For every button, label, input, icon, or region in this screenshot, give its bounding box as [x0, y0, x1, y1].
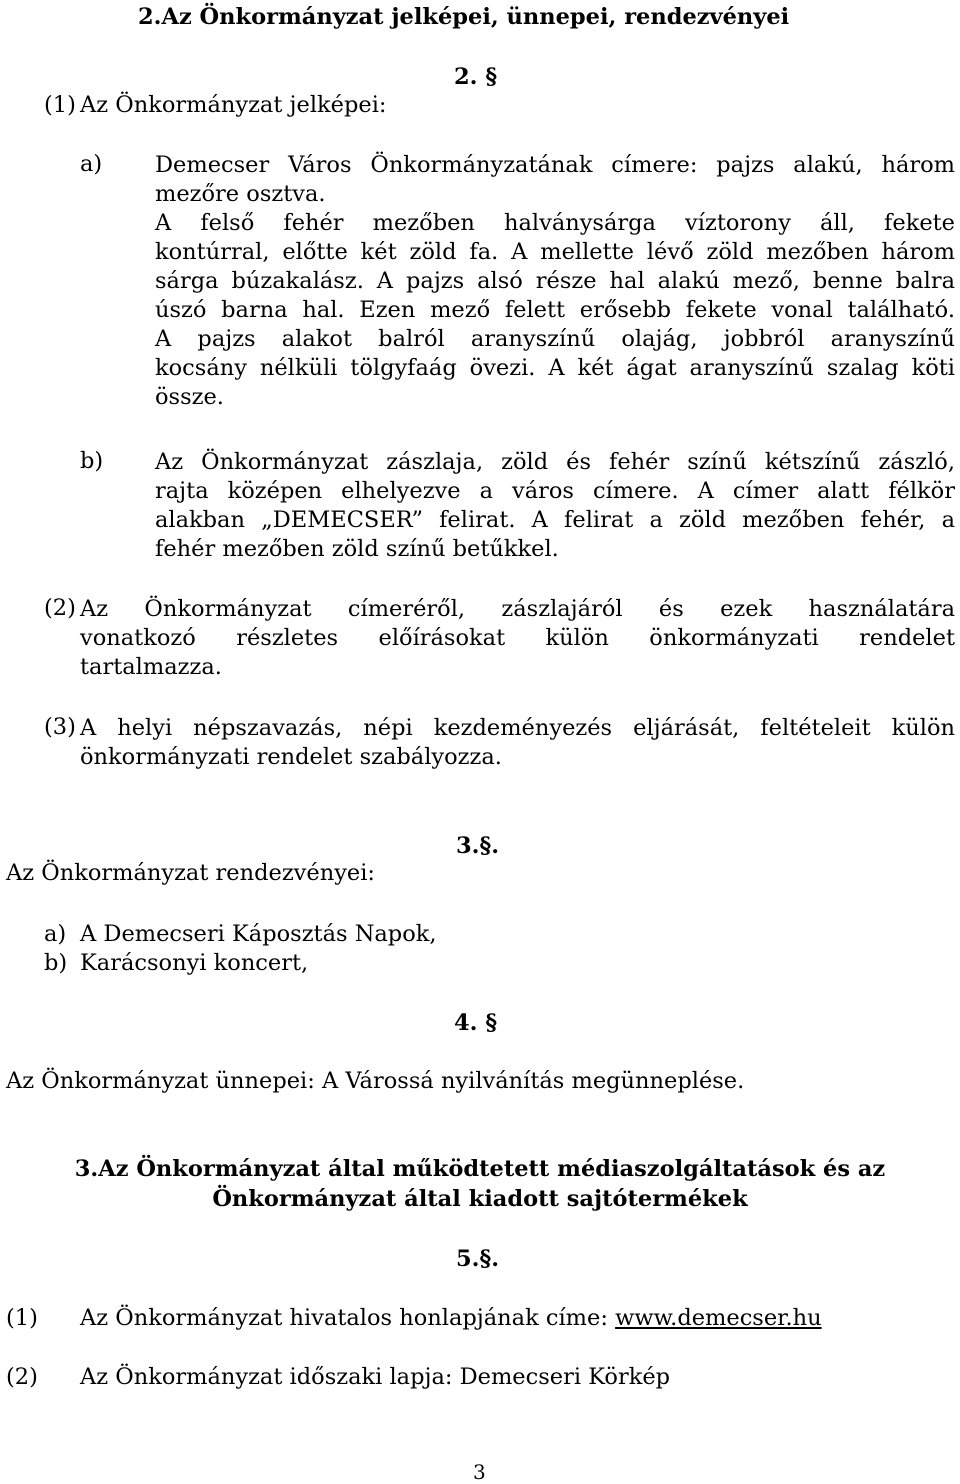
list-item-label: b) [44, 950, 68, 976]
text-line: kontúrral, előtte két zöld fa. A mellette lévő zöld mezőben három [155, 239, 955, 265]
item-b-text [155, 448, 955, 564]
chapter-heading: Önkormányzat által kiadott sajtótermékek [212, 1186, 748, 1212]
paragraph-mark: 5.§. [456, 1246, 500, 1272]
text-line: mezőre osztva. [155, 181, 326, 207]
paragraph-mark: 4. § [454, 1010, 498, 1036]
paragraph-3-text [80, 714, 955, 772]
text-line: vonatkozó részletes előírásokat külön önkormányzati rendelet [80, 625, 955, 651]
paragraph-2-text [80, 595, 955, 682]
text-line: Demecser Város Önkormányzatának címere: pajzs alakú, három [155, 152, 955, 178]
text-line: Az Önkormányzat címeréről, zászlajáról és ezek használatára [80, 596, 955, 622]
paragraph-number: (1) [6, 1305, 38, 1331]
item-label: b) [80, 448, 104, 474]
paragraph-number: (1) [44, 92, 76, 118]
text-line: tartalmazza. [80, 654, 222, 680]
text-line: úszó barna hal. Ezen mező felett erősebb fekete vonal található. [155, 297, 955, 323]
item-label: a) [80, 151, 103, 177]
website-link[interactable]: www.demecser.hu [615, 1305, 822, 1331]
text-line: A pajzs alakot balról aranyszínű olajág, jobbról aranyszínű [155, 326, 955, 352]
chapter-heading: 3.Az Önkormányzat által működtetett médiaszolgáltatások és az [74, 1156, 886, 1182]
text-line: fehér mezőben zöld színű betűkkel. [155, 536, 559, 562]
list-item-label: a) [44, 921, 67, 947]
text-line: sárga búzakalász. A pajzs alsó része hal alakú mező, benne balra [155, 268, 955, 294]
paragraph-number: (2) [44, 595, 76, 621]
text-line: A felső fehér mezőben halványsárga víztorony áll, fekete [155, 210, 955, 236]
text-line: kocsány nélküli tölgyfaág övezi. A két ágat aranyszínű szalag köti [155, 355, 955, 381]
website-label: Az Önkormányzat hivatalos honlapjának címe: [80, 1305, 616, 1331]
periodical-line: Az Önkormányzat időszaki lapja: Demecseri Körkép [80, 1364, 671, 1390]
page-number: 3 [473, 1460, 486, 1484]
list-item: Karácsonyi koncert, [80, 950, 309, 976]
holiday-text: Az Önkormányzat ünnepei: A Várossá nyilvánítás megünneplése. [6, 1068, 745, 1094]
paragraph-number: (2) [6, 1364, 38, 1390]
text-line: A helyi népszavazás, népi kezdeményezés eljárását, feltételeit külön [80, 715, 955, 741]
paragraph-mark: 2. § [454, 64, 498, 90]
paragraph-mark: 3.§. [456, 833, 500, 859]
website-line [80, 1305, 822, 1331]
section-heading: 2.Az Önkormányzat jelképei, ünnepei, rendezvényei [138, 4, 790, 30]
item-a-text [155, 151, 955, 412]
text-line: össze. [155, 384, 224, 410]
text-line: alakban „DEMECSER” felirat. A felirat a zöld mezőben fehér, a [155, 507, 955, 533]
text-line: rajta középen elhelyezve a város címere. A címer alatt félkör [155, 478, 955, 504]
list-item: A Demecseri Káposztás Napok, [80, 921, 437, 947]
paragraph-number: (3) [44, 714, 76, 740]
paragraph-intro: Az Önkormányzat jelképei: [80, 92, 387, 118]
events-title: Az Önkormányzat rendezvényei: [6, 860, 375, 886]
text-line: Az Önkormányzat zászlaja, zöld és fehér színű kétszínű zászló, [155, 449, 955, 475]
text-line: önkormányzati rendelet szabályozza. [80, 744, 502, 770]
